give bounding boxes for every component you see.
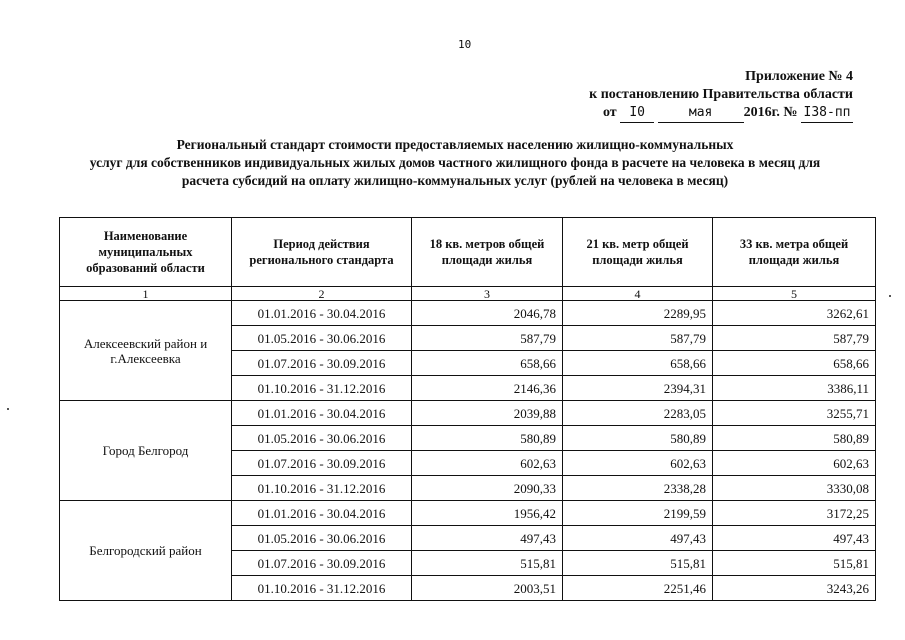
period-cell: 01.01.2016 - 30.04.2016 bbox=[232, 501, 412, 526]
appendix-header bbox=[589, 68, 853, 123]
value-33-cell: 580,89 bbox=[713, 426, 876, 451]
column-number: 2 bbox=[232, 287, 412, 301]
period-cell: 01.01.2016 - 30.04.2016 bbox=[232, 401, 412, 426]
table-row bbox=[60, 501, 876, 526]
appendix-resolution: к постановлению Правительства области bbox=[589, 87, 853, 102]
value-21-cell: 602,63 bbox=[563, 451, 713, 476]
value-18-cell: 2090,33 bbox=[412, 476, 563, 501]
value-21-cell: 2283,05 bbox=[563, 401, 713, 426]
value-18-cell: 2003,51 bbox=[412, 576, 563, 601]
value-21-cell: 2289,95 bbox=[563, 301, 713, 326]
table-row bbox=[60, 401, 876, 426]
value-21-cell: 580,89 bbox=[563, 426, 713, 451]
value-21-cell: 497,43 bbox=[563, 526, 713, 551]
table-row bbox=[60, 301, 876, 326]
column-number-row bbox=[60, 287, 876, 301]
value-21-cell: 2251,46 bbox=[563, 576, 713, 601]
period-cell: 01.05.2016 - 30.06.2016 bbox=[232, 426, 412, 451]
title-line: услуг для собственников индивидуальных жилых домов частного жилищного фонда в расчете на человека в месяц для bbox=[89, 155, 821, 170]
value-33-cell: 497,43 bbox=[713, 526, 876, 551]
table-header-row bbox=[60, 218, 876, 287]
header-21-sqm: 21 кв. метр общей площади жилья bbox=[563, 218, 713, 287]
value-33-cell: 3172,25 bbox=[713, 501, 876, 526]
date-month: мая bbox=[658, 104, 744, 123]
value-21-cell: 2394,31 bbox=[563, 376, 713, 401]
value-33-cell: 3255,71 bbox=[713, 401, 876, 426]
value-18-cell: 497,43 bbox=[412, 526, 563, 551]
value-33-cell: 3386,11 bbox=[713, 376, 876, 401]
value-33-cell: 602,63 bbox=[713, 451, 876, 476]
resolution-number: I38-пп bbox=[801, 104, 853, 123]
period-cell: 01.05.2016 - 30.06.2016 bbox=[232, 526, 412, 551]
value-33-cell: 658,66 bbox=[713, 351, 876, 376]
header-period: Период действия регионального стандарта bbox=[232, 218, 412, 287]
district-name: Город Белгород bbox=[60, 401, 232, 501]
date-year-number-label: 2016г. № bbox=[743, 105, 798, 120]
period-cell: 01.07.2016 - 30.09.2016 bbox=[232, 551, 412, 576]
value-18-cell: 2146,36 bbox=[412, 376, 563, 401]
value-33-cell: 515,81 bbox=[713, 551, 876, 576]
value-21-cell: 515,81 bbox=[563, 551, 713, 576]
appendix-title: Приложение № 4 bbox=[745, 69, 853, 84]
title-line: Региональный стандарт стоимости предоставляемых населению жилищно-коммунальных bbox=[176, 137, 734, 152]
header-33-sqm: 33 кв. метра общей площади жилья bbox=[713, 218, 876, 287]
value-18-cell: 2046,78 bbox=[412, 301, 563, 326]
column-number: 3 bbox=[412, 287, 563, 301]
value-18-cell: 580,89 bbox=[412, 426, 563, 451]
period-cell: 01.07.2016 - 30.09.2016 bbox=[232, 451, 412, 476]
page-number: 10 bbox=[458, 38, 472, 51]
value-18-cell: 515,81 bbox=[412, 551, 563, 576]
standards-table bbox=[59, 217, 876, 601]
title-line: расчета субсидий на оплату жилищно-коммунальных услуг (рублей на человека в месяц) bbox=[181, 173, 729, 188]
scan-speck bbox=[7, 408, 9, 410]
period-cell: 01.10.2016 - 31.12.2016 bbox=[232, 476, 412, 501]
value-21-cell: 658,66 bbox=[563, 351, 713, 376]
value-18-cell: 602,63 bbox=[412, 451, 563, 476]
value-18-cell: 587,79 bbox=[412, 326, 563, 351]
from-label: от bbox=[602, 105, 617, 120]
value-18-cell: 1956,42 bbox=[412, 501, 563, 526]
scan-speck bbox=[889, 295, 891, 297]
period-cell: 01.10.2016 - 31.12.2016 bbox=[232, 576, 412, 601]
value-33-cell: 3243,26 bbox=[713, 576, 876, 601]
value-33-cell: 3330,08 bbox=[713, 476, 876, 501]
value-33-cell: 587,79 bbox=[713, 326, 876, 351]
column-number: 4 bbox=[563, 287, 713, 301]
period-cell: 01.05.2016 - 30.06.2016 bbox=[232, 326, 412, 351]
period-cell: 01.10.2016 - 31.12.2016 bbox=[232, 376, 412, 401]
column-number: 5 bbox=[713, 287, 876, 301]
document-title bbox=[30, 136, 880, 190]
district-name: Алексеевский район и г.Алексеевка bbox=[60, 301, 232, 401]
value-33-cell: 3262,61 bbox=[713, 301, 876, 326]
value-21-cell: 2199,59 bbox=[563, 501, 713, 526]
value-18-cell: 2039,88 bbox=[412, 401, 563, 426]
period-cell: 01.07.2016 - 30.09.2016 bbox=[232, 351, 412, 376]
date-day: I0 bbox=[620, 104, 654, 123]
period-cell: 01.01.2016 - 30.04.2016 bbox=[232, 301, 412, 326]
column-number: 1 bbox=[60, 287, 232, 301]
header-municipality: Наименование муниципальных образований области bbox=[60, 218, 232, 287]
header-18-sqm: 18 кв. метров общей площади жилья bbox=[412, 218, 563, 287]
value-18-cell: 658,66 bbox=[412, 351, 563, 376]
value-21-cell: 587,79 bbox=[563, 326, 713, 351]
appendix-date-line bbox=[589, 104, 853, 123]
district-name: Белгородский район bbox=[60, 501, 232, 601]
value-21-cell: 2338,28 bbox=[563, 476, 713, 501]
